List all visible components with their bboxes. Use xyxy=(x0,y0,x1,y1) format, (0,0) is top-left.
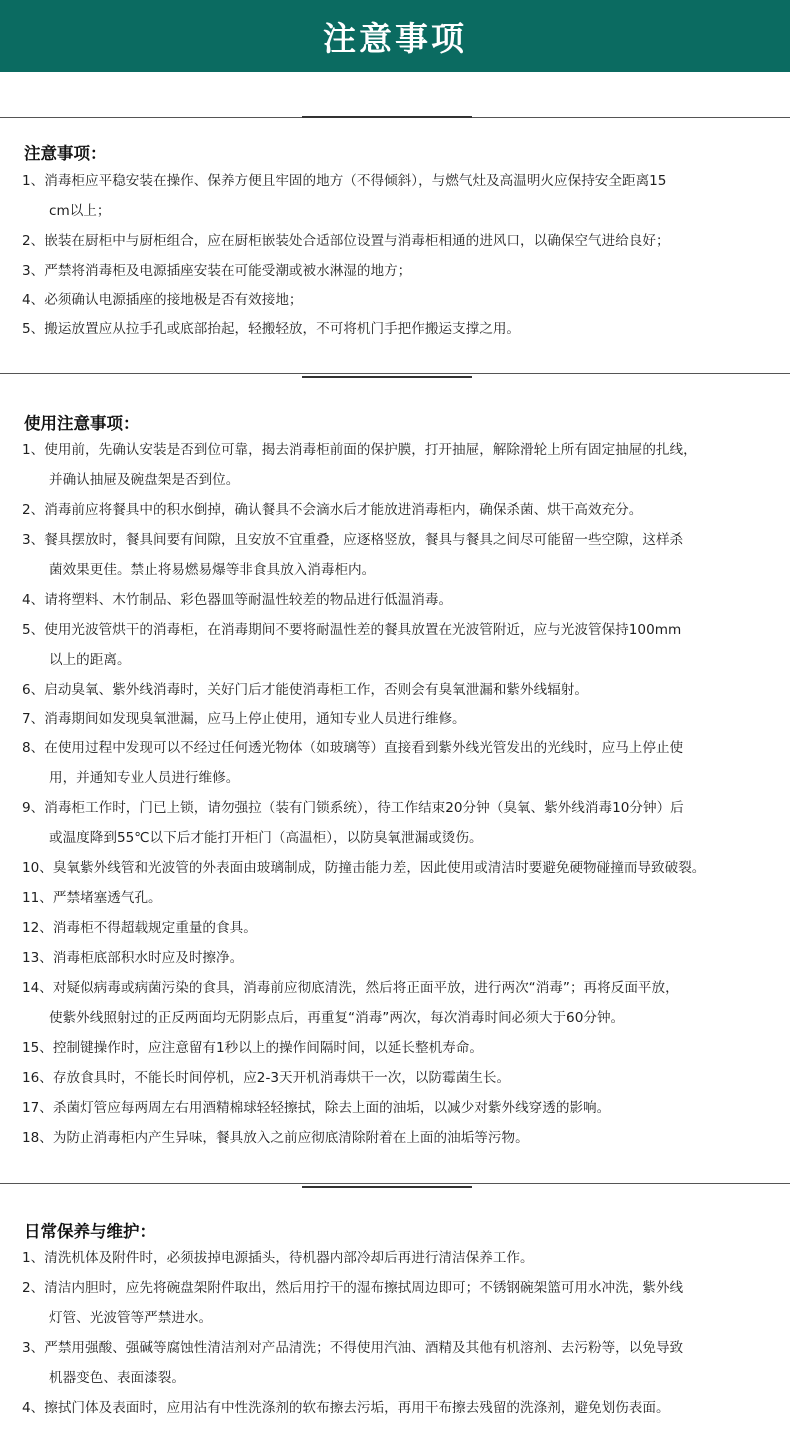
list-item: 15、控制键操作时，应注意留有1秒以上的操作间隔时间，以延长整机寿命。 xyxy=(22,1040,483,1056)
list-item: 2、嵌装在厨柜中与厨柜组合，应在厨柜嵌装处合适部位设置与消毒柜相通的进风口，以确保空气进给良好； xyxy=(22,233,670,249)
list-item: 6、启动臭氧、紫外线消毒时，关好门后才能使消毒柜工作，否则会有臭氧泄漏和紫外线辐射。 xyxy=(22,682,588,698)
section-heading: 日常保养与维护： xyxy=(24,1222,156,1241)
list-item: 4、请将塑料、木竹制品、彩色器皿等耐温性较差的物品进行低温消毒。 xyxy=(22,592,453,608)
list-item: 16、存放食具时，不能长时间停机，应2-3天开机消毒烘干一次，以防霉菌生长。 xyxy=(22,1070,511,1086)
list-item: 11、严禁堵塞透气孔。 xyxy=(22,890,162,906)
list-item: 1、使用前，先确认安装是否到位可靠，揭去消毒柜前面的保护膜，打开抽屉，解除滑轮上所有固定抽屉的扎线， 并确认抽屉及碗盘架是否到位。 xyxy=(22,442,697,488)
section-heading: 注意事项： xyxy=(24,144,107,163)
section-heading: 使用注意事项： xyxy=(24,414,140,433)
divider-accent xyxy=(302,376,472,378)
list-item: 14、对疑似病毒或病菌污染的食具，消毒前应彻底清洗，然后将正面平放，进行两次“消毒”；再将反面平放， 使紫外线照射过的正反两面均无阴影点后，再重复“消毒”两次，每次消毒时间必须大于60分钟。 xyxy=(22,980,679,1026)
divider-accent xyxy=(302,116,472,118)
list-item: 10、臭氧紫外线管和光波管的外表面由玻璃制成，防撞击能力差，因此使用或清洁时要避免硬物碰撞而导致破裂。 xyxy=(22,860,706,876)
list-item: 9、消毒柜工作时，门已上锁，请勿强拉（装有门锁系统），待工作结束20分钟（臭氧、紫外线消毒10分钟）后 或温度降到55℃以下后才能打开柜门（高温柜），以防臭氧泄漏或烫伤。 xyxy=(22,800,684,846)
list-item: 17、杀菌灯管应每两周左右用酒精棉球轻轻擦拭，除去上面的油垢，以减少对紫外线穿透的影响。 xyxy=(22,1100,611,1116)
list-item: 5、搬运放置应从拉手孔或底部抬起，轻搬轻放，不可将机门手把作搬运支撑之用。 xyxy=(22,321,521,337)
list-item: 5、使用光波管烘干的消毒柜，在消毒期间不要将耐温性差的餐具放置在光波管附近，应与光波管保持100mm 以上的距离。 xyxy=(22,622,682,668)
page-title: 注意事项 xyxy=(323,18,467,58)
list-item: 8、在使用过程中发现可以不经过任何透光物体（如玻璃等）直接看到紫外线光管发出的光线时，应马上停止使 用，并通知专业人员进行维修。 xyxy=(22,740,684,786)
list-item: 3、严禁将消毒柜及电源插座安装在可能受潮或被水淋湿的地方； xyxy=(22,263,412,279)
header-banner xyxy=(0,0,790,72)
list-item: 3、严禁用强酸、强碱等腐蚀性清洁剂对产品清洗；不得使用汽油、酒精及其他有机溶剂、去污粉等，以免导致 机器变色、表面漆裂。 xyxy=(22,1340,684,1386)
list-item: 7、消毒期间如发现臭氧泄漏，应马上停止使用，通知专业人员进行维修。 xyxy=(22,711,466,727)
list-item: 2、消毒前应将餐具中的积水倒掉，确认餐具不会滴水后才能放进消毒柜内，确保杀菌、烘干高效充分。 xyxy=(22,502,643,518)
list-item: 4、必须确认电源插座的接地极是否有效接地； xyxy=(22,292,303,308)
list-item: 18、为防止消毒柜内产生异味，餐具放入之前应彻底清除附着在上面的油垢等污物。 xyxy=(22,1130,529,1146)
list-item: 1、清洗机体及附件时，必须拔掉电源插头，待机器内部冷却后再进行清洁保养工作。 xyxy=(22,1250,534,1266)
section-divider xyxy=(0,373,790,374)
list-item: 4、擦拭门体及表面时，应用沾有中性洗涤剂的软布擦去污垢，再用干布擦去残留的洗涤剂，避免划伤表面。 xyxy=(22,1400,670,1416)
list-item: 2、清洁内胆时，应先将碗盘架附件取出，然后用拧干的湿布擦拭周边即可；不锈钢碗架篮可用水冲洗，紫外线 灯管、光波管等严禁进水。 xyxy=(22,1280,684,1326)
list-item: 1、消毒柜应平稳安装在操作、保养方便且牢固的地方（不得倾斜），与燃气灶及高温明火应保持安全距离15 cm以上； xyxy=(22,173,667,219)
list-item: 12、消毒柜不得超载规定重量的食具。 xyxy=(22,920,257,936)
list-item: 13、消毒柜底部积水时应及时擦净。 xyxy=(22,950,244,966)
list-item: 3、餐具摆放时，餐具间要有间隙，且安放不宜重叠，应逐格竖放，餐具与餐具之间尽可能留一些空隙，这样杀 菌效果更佳。禁止将易燃易爆等非食具放入消毒柜内。 xyxy=(22,532,684,578)
section-divider xyxy=(0,1183,790,1184)
divider-accent xyxy=(302,1186,472,1188)
